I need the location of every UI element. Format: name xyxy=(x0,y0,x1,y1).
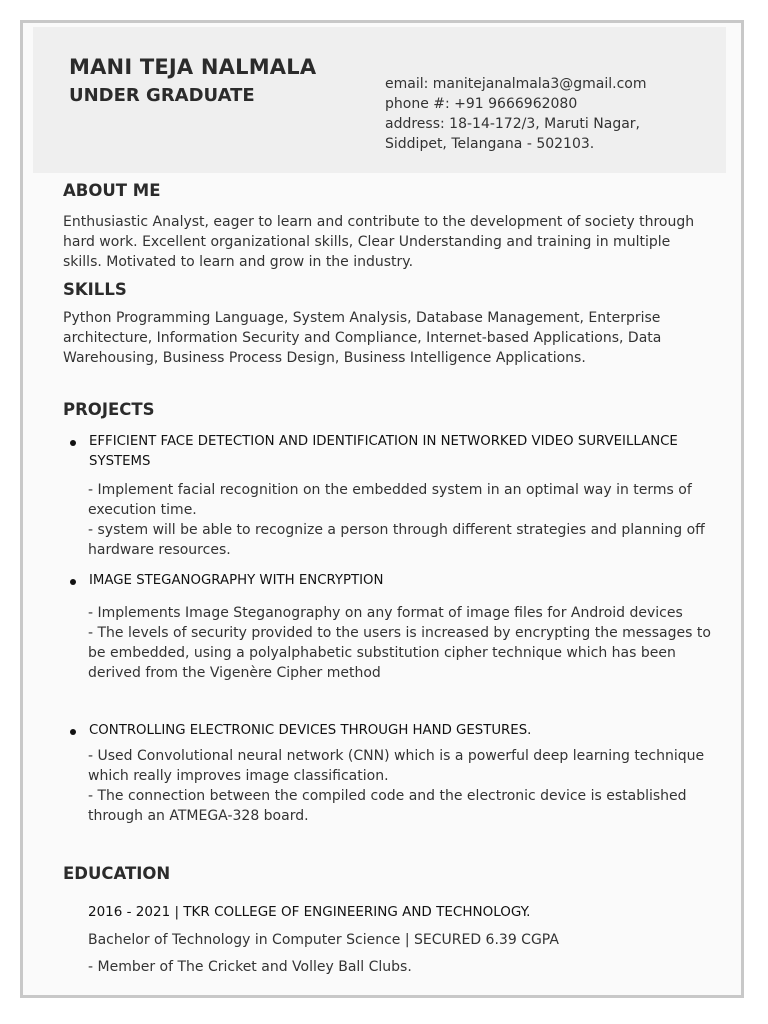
skills-text: Python Programming Language, System Analysis, Database Management, Enterprise architecture, Information Security and Compliance, Internet-based Applications, Data Warehousing, Business Process Design, Business Intelligence Applications. xyxy=(63,310,662,366)
skills-heading: SKILLS xyxy=(63,280,127,299)
contact-block xyxy=(385,74,647,154)
bullet-icon xyxy=(70,729,76,735)
candidate-title: UNDER GRADUATE xyxy=(69,85,255,106)
education-institution: 2016 - 2021 | TKR COLLEGE OF ENGINEERING AND TECHNOLOGY. xyxy=(88,904,531,920)
about-text: Enthusiastic Analyst, eager to learn and contribute to the development of society through hard work. Excellent organizational skills, Clear Understanding and training in multiple skills. Motivated to learn and grow in the industry. xyxy=(63,214,695,270)
project-desc-3: - Used Convolutional neural network (CNN) which is a powerful deep learning technique which really improves image classification. - The connection between the compiled code and the electronic device is established through an ATMEGA-328 board. xyxy=(88,748,705,824)
projects-heading: PROJECTS xyxy=(63,400,155,419)
resume-page xyxy=(20,20,744,998)
contact-address-line2: Siddipet, Telangana - 502103. xyxy=(385,136,595,152)
education-degree: Bachelor of Technology in Computer Science | SECURED 6.39 CGPA xyxy=(88,932,559,948)
about-heading: ABOUT ME xyxy=(63,181,161,200)
education-activity: - Member of The Cricket and Volley Ball Clubs. xyxy=(88,959,412,975)
resume-header xyxy=(33,27,726,173)
contact-email: email: manitejanalmala3@gmail.com xyxy=(385,76,647,92)
education-heading: EDUCATION xyxy=(63,864,171,883)
bullet-icon xyxy=(70,579,76,585)
contact-phone: phone #: +91 9666962080 xyxy=(385,96,578,112)
project-title-1: EFFICIENT FACE DETECTION AND IDENTIFICATION IN NETWORKED VIDEO SURVEILLANCE SYSTEMS xyxy=(89,432,709,472)
project-desc-1: - Implement facial recognition on the embedded system in an optimal way in terms of execution time. - system will be able to recognize a person through different strategies and planning off hardware resources. xyxy=(88,482,705,558)
project-desc-2: - Implements Image Steganography on any format of image files for Android devices - The levels of security provided to the users is increased by encrypting the messages to be embedded, using a polyalphabetic substitution cipher technique which has been derived from the Vigenère Cipher method xyxy=(88,605,711,681)
project-title-3: CONTROLLING ELECTRONIC DEVICES THROUGH HAND GESTURES. xyxy=(89,721,709,741)
project-title-2: IMAGE STEGANOGRAPHY WITH ENCRYPTION xyxy=(89,571,709,591)
candidate-name: MANI TEJA NALMALA xyxy=(69,55,317,79)
contact-address-line1: address: 18-14-172/3, Maruti Nagar, xyxy=(385,116,640,132)
bullet-icon xyxy=(70,440,76,446)
